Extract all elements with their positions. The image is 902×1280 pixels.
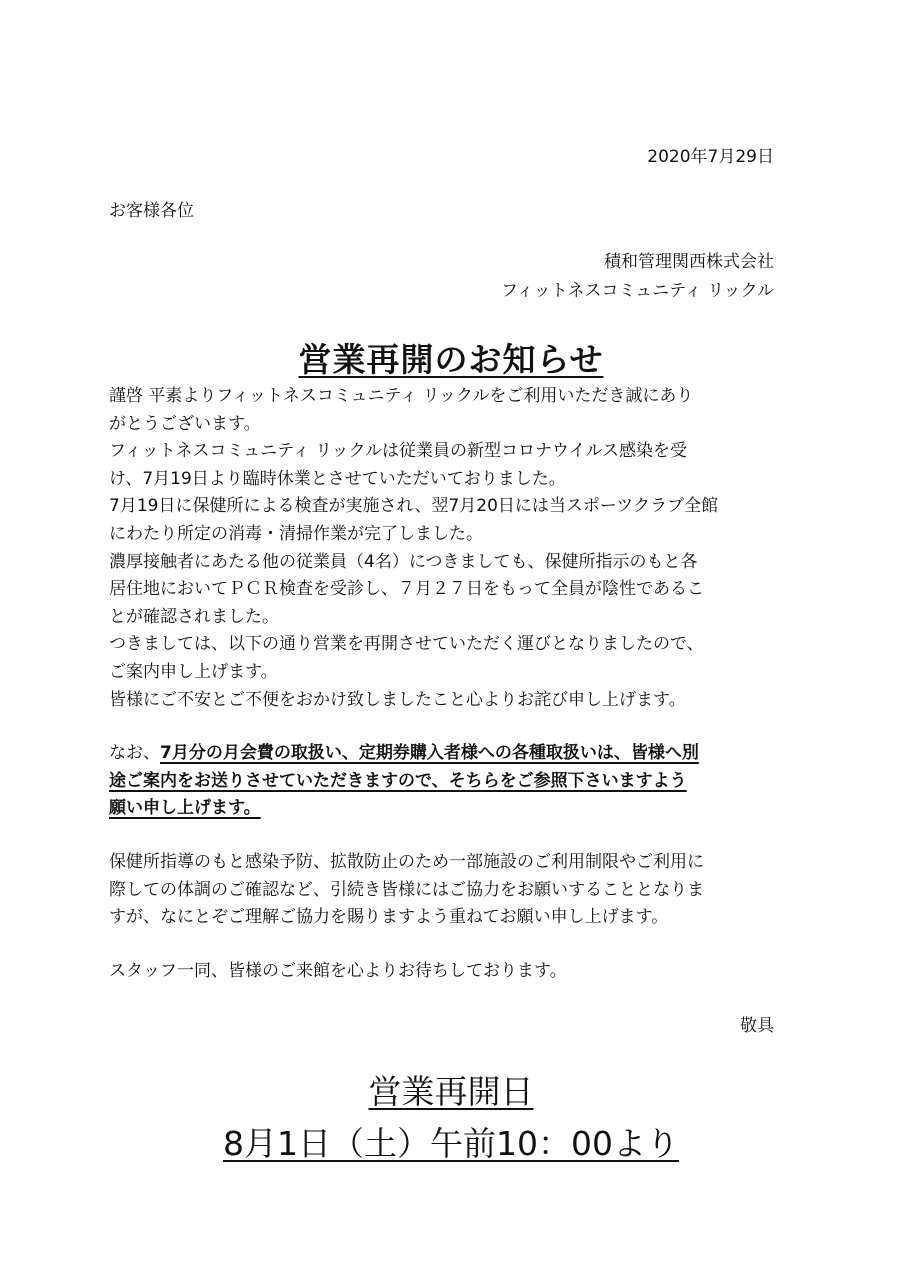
closing-salutation: 敬具 — [740, 1016, 774, 1036]
body-line: がとうございます。 — [109, 413, 261, 434]
body-line: 濃厚接触者にあたる他の従業員（4名）につきましても、保健所指示のもと各 — [109, 551, 698, 572]
reopen-heading-text: 営業再開日 — [368, 1072, 534, 1111]
body-line: 謹啓 平素よりフィットネスコミュニティ リックルをご利用いただき誠にあり — [109, 386, 694, 406]
reopen-heading — [0, 1066, 902, 1113]
body-line: にわたり所定の消毒・清掃作業が完了しました。 — [109, 523, 483, 544]
notice-line — [109, 740, 781, 768]
notice-line — [109, 795, 781, 823]
body-line: つきましては、以下の通り営業を再開させていただく運びとなりましたので、 — [109, 634, 704, 655]
notice-prefix: なお、 — [109, 743, 160, 764]
sender-company: 積和管理関西株式会社 — [604, 252, 774, 272]
notice-line — [109, 768, 781, 796]
document-date: 2020年7月29日 — [647, 147, 774, 167]
reopen-datetime-text: 8月1日（土）午前10：00より — [223, 1124, 679, 1163]
paragraph-gap — [109, 714, 781, 740]
document-title — [0, 334, 902, 381]
sender-block — [501, 248, 774, 306]
body-line: 皆様にご不安とご不便をおかけ致しましたこと心よりお詫び申し上げます。 — [109, 689, 686, 710]
body-line: ご案内申し上げます。 — [109, 661, 278, 682]
request-line: 際しての体調のご確認など、引続き皆様にはご協力をお願いすることとなりま — [109, 879, 704, 900]
body-line: 居住地においてＰＣＲ検査を受診し、７月２７日をもって全員が陰性であるこ — [109, 579, 704, 600]
staff-message: スタッフ一同、皆様のご来館を心よりお待ちしております。 — [109, 960, 567, 981]
request-line: すが、なにとぞご理解ご協力を賜りますよう重ねてお願い申し上げます。 — [109, 907, 669, 928]
document-title-text: 営業再開のお知らせ — [298, 340, 604, 379]
body-line: け、7月19日より臨時休業とさせていただいておりました。 — [109, 468, 566, 489]
notice-emphasis: 願い申し上げます。 — [109, 798, 261, 819]
addressee: お客様各位 — [109, 201, 194, 221]
notice-emphasis: 7月分の月会費の取扱い、定期券購入者様への各種取扱いは、皆様へ別 — [160, 743, 699, 764]
request-line: 保健所指導のもと感染予防、拡散防止のため一部施設のご利用制限やご利用に — [109, 851, 704, 872]
sender-facility: フィットネスコミュニティ リックル — [501, 281, 774, 301]
body-line: とが確認されました。 — [109, 606, 279, 627]
body-text — [109, 383, 781, 985]
reopen-datetime — [0, 1118, 902, 1165]
body-line: 7月19日に保健所による検査が実施され、翌7月20日には当スポーツクラブ全館 — [109, 496, 719, 517]
notice-emphasis: 途ご案内をお送りさせていただきますので、そちらをご参照下さいますよう — [109, 770, 687, 791]
paragraph-gap — [109, 932, 781, 958]
body-line: フィットネスコミュニティ リックルは従業員の新型コロナウイルス感染を受 — [109, 441, 687, 462]
paragraph-gap — [109, 823, 781, 849]
